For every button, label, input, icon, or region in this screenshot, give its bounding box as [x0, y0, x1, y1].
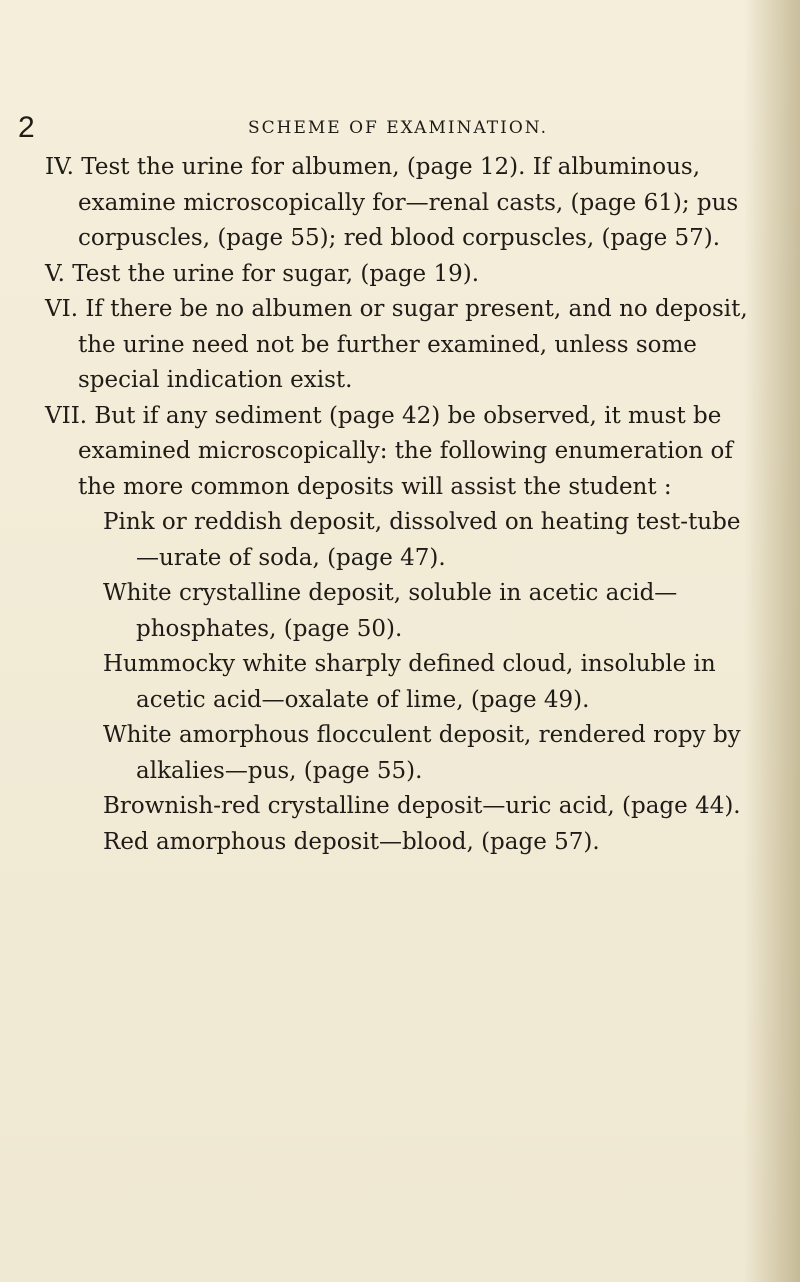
list-item: Brownish-red crystalline deposit—uric acid, (page 44).	[103, 793, 741, 819]
page-header	[18, 108, 778, 148]
list-item: White crystalline deposit, soluble in acetic acid—phosphates, (page 50).	[103, 580, 678, 642]
list-item: Pink or reddish deposit, dissolved on heating test-tube—urate of soda, (page 47).	[103, 509, 741, 571]
list-item: Hummocky white sharply defined cloud, insoluble in acetic acid—oxalate of lime, (page 49).	[103, 651, 716, 713]
list-item: White amorphous flocculent deposit, rendered ropy by alkalies—pus, (page 55).	[103, 722, 741, 784]
paragraph-iv: IV. Test the urine for albumen, (page 12). If albuminous, examine microscopically for—renal casts, (page 61); pus corpuscles, (page 55); red blood corpuscles, (page 57).	[45, 154, 739, 251]
deposit-list	[45, 505, 755, 860]
paragraph-v: V. Test the urine for sugar, (page 19).	[45, 260, 480, 287]
page-number: 2	[18, 111, 35, 144]
paragraph-vi: VI. If there be no albumen or sugar present, and no deposit, the urine need not be further examined, unless some special indication exist.	[45, 296, 748, 393]
paragraph-vii: VII. But if any sediment (page 42) be observed, it must be examined microscopically: the following enumeration of the more common deposits will assist the student :	[45, 402, 733, 500]
running-head: SCHEME OF EXAMINATION.	[248, 118, 548, 138]
list-item: Red amorphous deposit—blood, (page 57).	[103, 828, 600, 855]
body-text	[45, 150, 755, 860]
